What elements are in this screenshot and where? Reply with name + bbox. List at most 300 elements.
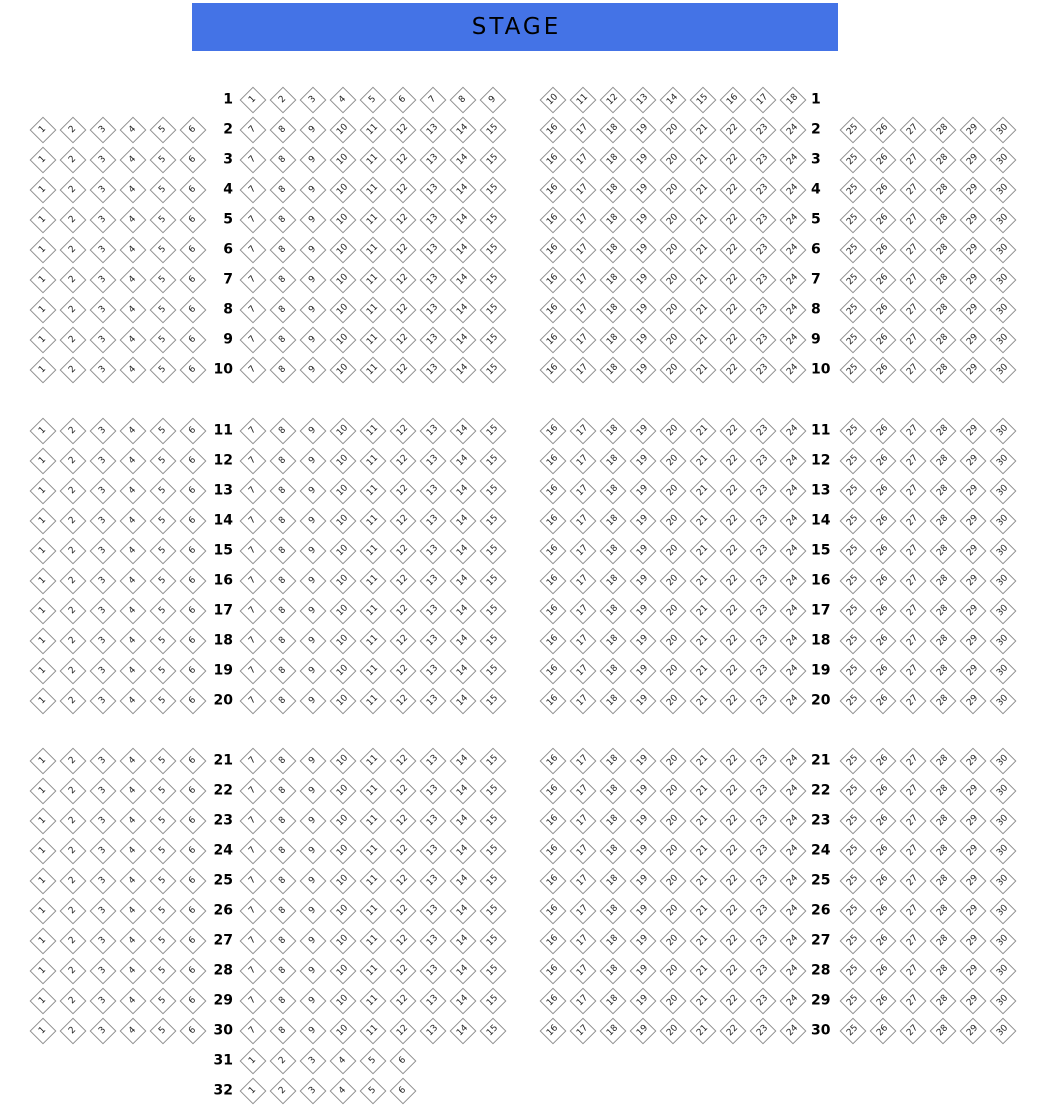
seat-r13-n14[interactable]: 14 (450, 478, 477, 505)
seat-r27-n22[interactable]: 22 (720, 928, 747, 955)
seat-r32-n3[interactable]: 3 (300, 1078, 327, 1105)
seat-r25-n10[interactable]: 10 (330, 868, 357, 895)
seat-r29-n26[interactable]: 26 (870, 988, 897, 1015)
seat-r20-n16[interactable]: 16 (540, 688, 567, 715)
seat-r15-n12[interactable]: 12 (390, 538, 417, 565)
seat-r8-n20[interactable]: 20 (660, 297, 687, 324)
seat-r5-n18[interactable]: 18 (600, 207, 627, 234)
seat-r28-n27[interactable]: 27 (900, 958, 927, 985)
seat-r12-n9[interactable]: 9 (300, 448, 327, 475)
seat-r8-n21[interactable]: 21 (690, 297, 717, 324)
seat-r22-n27[interactable]: 27 (900, 778, 927, 805)
seat-r23-n9[interactable]: 9 (300, 808, 327, 835)
seat-r2-n3[interactable]: 3 (90, 117, 117, 144)
seat-r6-n1[interactable]: 1 (30, 237, 57, 264)
seat-r31-n2[interactable]: 2 (270, 1048, 297, 1075)
seat-r1-n18[interactable]: 18 (780, 87, 807, 114)
seat-r27-n11[interactable]: 11 (360, 928, 387, 955)
seat-r8-n7[interactable]: 7 (240, 297, 267, 324)
seat-r1-n13[interactable]: 13 (630, 87, 657, 114)
seat-r28-n14[interactable]: 14 (450, 958, 477, 985)
seat-r28-n7[interactable]: 7 (240, 958, 267, 985)
seat-r3-n10[interactable]: 10 (330, 147, 357, 174)
seat-r20-n10[interactable]: 10 (330, 688, 357, 715)
seat-r15-n16[interactable]: 16 (540, 538, 567, 565)
seat-r26-n18[interactable]: 18 (600, 898, 627, 925)
seat-r14-n26[interactable]: 26 (870, 508, 897, 535)
seat-r2-n10[interactable]: 10 (330, 117, 357, 144)
seat-r16-n7[interactable]: 7 (240, 568, 267, 595)
seat-r2-n9[interactable]: 9 (300, 117, 327, 144)
seat-r18-n8[interactable]: 8 (270, 628, 297, 655)
seat-r23-n10[interactable]: 10 (330, 808, 357, 835)
seat-r7-n19[interactable]: 19 (630, 267, 657, 294)
seat-r25-n27[interactable]: 27 (900, 868, 927, 895)
seat-r25-n16[interactable]: 16 (540, 868, 567, 895)
seat-r18-n20[interactable]: 20 (660, 628, 687, 655)
seat-r2-n15[interactable]: 15 (480, 117, 507, 144)
seat-r15-n5[interactable]: 5 (150, 538, 177, 565)
seat-r13-n6[interactable]: 6 (180, 478, 207, 505)
seat-r8-n17[interactable]: 17 (570, 297, 597, 324)
seat-r7-n5[interactable]: 5 (150, 267, 177, 294)
seat-r24-n7[interactable]: 7 (240, 838, 267, 865)
seat-r14-n28[interactable]: 28 (930, 508, 957, 535)
seat-r21-n17[interactable]: 17 (570, 748, 597, 775)
seat-r10-n5[interactable]: 5 (150, 357, 177, 384)
seat-r25-n24[interactable]: 24 (780, 868, 807, 895)
seat-r29-n11[interactable]: 11 (360, 988, 387, 1015)
seat-r1-n2[interactable]: 2 (270, 87, 297, 114)
seat-r24-n29[interactable]: 29 (960, 838, 987, 865)
seat-r15-n20[interactable]: 20 (660, 538, 687, 565)
seat-r22-n3[interactable]: 3 (90, 778, 117, 805)
seat-r7-n21[interactable]: 21 (690, 267, 717, 294)
seat-r20-n21[interactable]: 21 (690, 688, 717, 715)
seat-r3-n24[interactable]: 24 (780, 147, 807, 174)
seat-r5-n27[interactable]: 27 (900, 207, 927, 234)
seat-r8-n1[interactable]: 1 (30, 297, 57, 324)
seat-r6-n19[interactable]: 19 (630, 237, 657, 264)
seat-r20-n23[interactable]: 23 (750, 688, 777, 715)
seat-r20-n29[interactable]: 29 (960, 688, 987, 715)
seat-r3-n14[interactable]: 14 (450, 147, 477, 174)
seat-r26-n25[interactable]: 25 (840, 898, 867, 925)
seat-r9-n29[interactable]: 29 (960, 327, 987, 354)
seat-r13-n15[interactable]: 15 (480, 478, 507, 505)
seat-r1-n8[interactable]: 8 (450, 87, 477, 114)
seat-r24-n20[interactable]: 20 (660, 838, 687, 865)
seat-r2-n2[interactable]: 2 (60, 117, 87, 144)
seat-r20-n11[interactable]: 11 (360, 688, 387, 715)
seat-r17-n13[interactable]: 13 (420, 598, 447, 625)
seat-r5-n16[interactable]: 16 (540, 207, 567, 234)
seat-r25-n9[interactable]: 9 (300, 868, 327, 895)
seat-r26-n29[interactable]: 29 (960, 898, 987, 925)
seat-r14-n3[interactable]: 3 (90, 508, 117, 535)
seat-r24-n26[interactable]: 26 (870, 838, 897, 865)
seat-r27-n15[interactable]: 15 (480, 928, 507, 955)
seat-r22-n22[interactable]: 22 (720, 778, 747, 805)
seat-r28-n13[interactable]: 13 (420, 958, 447, 985)
seat-r25-n4[interactable]: 4 (120, 868, 147, 895)
seat-r28-n25[interactable]: 25 (840, 958, 867, 985)
seat-r21-n13[interactable]: 13 (420, 748, 447, 775)
seat-r10-n19[interactable]: 19 (630, 357, 657, 384)
seat-r23-n2[interactable]: 2 (60, 808, 87, 835)
seat-r27-n8[interactable]: 8 (270, 928, 297, 955)
seat-r30-n9[interactable]: 9 (300, 1018, 327, 1045)
seat-r25-n18[interactable]: 18 (600, 868, 627, 895)
seat-r17-n29[interactable]: 29 (960, 598, 987, 625)
seat-r9-n22[interactable]: 22 (720, 327, 747, 354)
seat-r9-n11[interactable]: 11 (360, 327, 387, 354)
seat-r28-n28[interactable]: 28 (930, 958, 957, 985)
seat-r27-n27[interactable]: 27 (900, 928, 927, 955)
seat-r4-n8[interactable]: 8 (270, 177, 297, 204)
seat-r22-n29[interactable]: 29 (960, 778, 987, 805)
seat-r2-n5[interactable]: 5 (150, 117, 177, 144)
seat-r19-n4[interactable]: 4 (120, 658, 147, 685)
seat-r9-n16[interactable]: 16 (540, 327, 567, 354)
seat-r11-n1[interactable]: 1 (30, 418, 57, 445)
seat-r4-n26[interactable]: 26 (870, 177, 897, 204)
seat-r21-n21[interactable]: 21 (690, 748, 717, 775)
seat-r13-n19[interactable]: 19 (630, 478, 657, 505)
seat-r6-n6[interactable]: 6 (180, 237, 207, 264)
seat-r28-n24[interactable]: 24 (780, 958, 807, 985)
seat-r29-n9[interactable]: 9 (300, 988, 327, 1015)
seat-r28-n4[interactable]: 4 (120, 958, 147, 985)
seat-r8-n9[interactable]: 9 (300, 297, 327, 324)
seat-r18-n25[interactable]: 25 (840, 628, 867, 655)
seat-r30-n19[interactable]: 19 (630, 1018, 657, 1045)
seat-r5-n3[interactable]: 3 (90, 207, 117, 234)
seat-r18-n2[interactable]: 2 (60, 628, 87, 655)
seat-r12-n12[interactable]: 12 (390, 448, 417, 475)
seat-r7-n28[interactable]: 28 (930, 267, 957, 294)
seat-r24-n16[interactable]: 16 (540, 838, 567, 865)
seat-r7-n16[interactable]: 16 (540, 267, 567, 294)
seat-r29-n14[interactable]: 14 (450, 988, 477, 1015)
seat-r1-n12[interactable]: 12 (600, 87, 627, 114)
seat-r21-n22[interactable]: 22 (720, 748, 747, 775)
seat-r22-n2[interactable]: 2 (60, 778, 87, 805)
seat-r14-n15[interactable]: 15 (480, 508, 507, 535)
seat-r20-n18[interactable]: 18 (600, 688, 627, 715)
seat-r26-n22[interactable]: 22 (720, 898, 747, 925)
seat-r18-n17[interactable]: 17 (570, 628, 597, 655)
seat-r3-n5[interactable]: 5 (150, 147, 177, 174)
seat-r6-n22[interactable]: 22 (720, 237, 747, 264)
seat-r15-n21[interactable]: 21 (690, 538, 717, 565)
seat-r3-n21[interactable]: 21 (690, 147, 717, 174)
seat-r3-n6[interactable]: 6 (180, 147, 207, 174)
seat-r5-n22[interactable]: 22 (720, 207, 747, 234)
seat-r6-n30[interactable]: 30 (990, 237, 1017, 264)
seat-r16-n25[interactable]: 25 (840, 568, 867, 595)
seat-r30-n12[interactable]: 12 (390, 1018, 417, 1045)
seat-r21-n23[interactable]: 23 (750, 748, 777, 775)
seat-r8-n18[interactable]: 18 (600, 297, 627, 324)
seat-r4-n13[interactable]: 13 (420, 177, 447, 204)
seat-r3-n7[interactable]: 7 (240, 147, 267, 174)
seat-r24-n8[interactable]: 8 (270, 838, 297, 865)
seat-r27-n29[interactable]: 29 (960, 928, 987, 955)
seat-r7-n27[interactable]: 27 (900, 267, 927, 294)
seat-r20-n28[interactable]: 28 (930, 688, 957, 715)
seat-r23-n11[interactable]: 11 (360, 808, 387, 835)
seat-r26-n17[interactable]: 17 (570, 898, 597, 925)
seat-r11-n17[interactable]: 17 (570, 418, 597, 445)
seat-r28-n30[interactable]: 30 (990, 958, 1017, 985)
seat-r1-n4[interactable]: 4 (330, 87, 357, 114)
seat-r21-n25[interactable]: 25 (840, 748, 867, 775)
seat-r30-n21[interactable]: 21 (690, 1018, 717, 1045)
seat-r20-n30[interactable]: 30 (990, 688, 1017, 715)
seat-r15-n1[interactable]: 1 (30, 538, 57, 565)
seat-r19-n16[interactable]: 16 (540, 658, 567, 685)
seat-r30-n29[interactable]: 29 (960, 1018, 987, 1045)
seat-r19-n29[interactable]: 29 (960, 658, 987, 685)
seat-r18-n15[interactable]: 15 (480, 628, 507, 655)
seat-r5-n5[interactable]: 5 (150, 207, 177, 234)
seat-r4-n23[interactable]: 23 (750, 177, 777, 204)
seat-r24-n13[interactable]: 13 (420, 838, 447, 865)
seat-r20-n13[interactable]: 13 (420, 688, 447, 715)
seat-r27-n19[interactable]: 19 (630, 928, 657, 955)
seat-r8-n13[interactable]: 13 (420, 297, 447, 324)
seat-r15-n9[interactable]: 9 (300, 538, 327, 565)
seat-r3-n8[interactable]: 8 (270, 147, 297, 174)
seat-r25-n11[interactable]: 11 (360, 868, 387, 895)
seat-r18-n3[interactable]: 3 (90, 628, 117, 655)
seat-r10-n30[interactable]: 30 (990, 357, 1017, 384)
seat-r18-n9[interactable]: 9 (300, 628, 327, 655)
seat-r17-n28[interactable]: 28 (930, 598, 957, 625)
seat-r19-n26[interactable]: 26 (870, 658, 897, 685)
seat-r24-n3[interactable]: 3 (90, 838, 117, 865)
seat-r10-n7[interactable]: 7 (240, 357, 267, 384)
seat-r4-n15[interactable]: 15 (480, 177, 507, 204)
seat-r9-n13[interactable]: 13 (420, 327, 447, 354)
seat-r29-n18[interactable]: 18 (600, 988, 627, 1015)
seat-r27-n4[interactable]: 4 (120, 928, 147, 955)
seat-r13-n29[interactable]: 29 (960, 478, 987, 505)
seat-r26-n26[interactable]: 26 (870, 898, 897, 925)
seat-r10-n3[interactable]: 3 (90, 357, 117, 384)
seat-r21-n9[interactable]: 9 (300, 748, 327, 775)
seat-r17-n2[interactable]: 2 (60, 598, 87, 625)
seat-r6-n17[interactable]: 17 (570, 237, 597, 264)
seat-r14-n18[interactable]: 18 (600, 508, 627, 535)
seat-r12-n3[interactable]: 3 (90, 448, 117, 475)
seat-r26-n7[interactable]: 7 (240, 898, 267, 925)
seat-r21-n27[interactable]: 27 (900, 748, 927, 775)
seat-r1-n7[interactable]: 7 (420, 87, 447, 114)
seat-r20-n7[interactable]: 7 (240, 688, 267, 715)
seat-r20-n24[interactable]: 24 (780, 688, 807, 715)
seat-r13-n20[interactable]: 20 (660, 478, 687, 505)
seat-r11-n28[interactable]: 28 (930, 418, 957, 445)
seat-r14-n10[interactable]: 10 (330, 508, 357, 535)
seat-r17-n9[interactable]: 9 (300, 598, 327, 625)
seat-r20-n20[interactable]: 20 (660, 688, 687, 715)
seat-r13-n30[interactable]: 30 (990, 478, 1017, 505)
seat-r11-n20[interactable]: 20 (660, 418, 687, 445)
seat-r25-n20[interactable]: 20 (660, 868, 687, 895)
seat-r5-n30[interactable]: 30 (990, 207, 1017, 234)
seat-r25-n12[interactable]: 12 (390, 868, 417, 895)
seat-r21-n18[interactable]: 18 (600, 748, 627, 775)
seat-r18-n29[interactable]: 29 (960, 628, 987, 655)
seat-r2-n20[interactable]: 20 (660, 117, 687, 144)
seat-r3-n17[interactable]: 17 (570, 147, 597, 174)
seat-r13-n10[interactable]: 10 (330, 478, 357, 505)
seat-r25-n17[interactable]: 17 (570, 868, 597, 895)
seat-r30-n23[interactable]: 23 (750, 1018, 777, 1045)
seat-r16-n1[interactable]: 1 (30, 568, 57, 595)
seat-r26-n14[interactable]: 14 (450, 898, 477, 925)
seat-r25-n2[interactable]: 2 (60, 868, 87, 895)
seat-r31-n3[interactable]: 3 (300, 1048, 327, 1075)
seat-r14-n16[interactable]: 16 (540, 508, 567, 535)
seat-r2-n6[interactable]: 6 (180, 117, 207, 144)
seat-r27-n14[interactable]: 14 (450, 928, 477, 955)
seat-r17-n18[interactable]: 18 (600, 598, 627, 625)
seat-r16-n10[interactable]: 10 (330, 568, 357, 595)
seat-r18-n22[interactable]: 22 (720, 628, 747, 655)
seat-r21-n4[interactable]: 4 (120, 748, 147, 775)
seat-r14-n17[interactable]: 17 (570, 508, 597, 535)
seat-r25-n30[interactable]: 30 (990, 868, 1017, 895)
seat-r2-n23[interactable]: 23 (750, 117, 777, 144)
seat-r9-n24[interactable]: 24 (780, 327, 807, 354)
seat-r17-n25[interactable]: 25 (840, 598, 867, 625)
seat-r8-n2[interactable]: 2 (60, 297, 87, 324)
seat-r11-n3[interactable]: 3 (90, 418, 117, 445)
seat-r8-n27[interactable]: 27 (900, 297, 927, 324)
seat-r29-n2[interactable]: 2 (60, 988, 87, 1015)
seat-r3-n9[interactable]: 9 (300, 147, 327, 174)
seat-r15-n17[interactable]: 17 (570, 538, 597, 565)
seat-r2-n27[interactable]: 27 (900, 117, 927, 144)
seat-r13-n22[interactable]: 22 (720, 478, 747, 505)
seat-r24-n15[interactable]: 15 (480, 838, 507, 865)
seat-r6-n20[interactable]: 20 (660, 237, 687, 264)
seat-r14-n8[interactable]: 8 (270, 508, 297, 535)
seat-r22-n8[interactable]: 8 (270, 778, 297, 805)
seat-r28-n9[interactable]: 9 (300, 958, 327, 985)
seat-r14-n12[interactable]: 12 (390, 508, 417, 535)
seat-r2-n30[interactable]: 30 (990, 117, 1017, 144)
seat-r13-n25[interactable]: 25 (840, 478, 867, 505)
seat-r14-n2[interactable]: 2 (60, 508, 87, 535)
seat-r19-n1[interactable]: 1 (30, 658, 57, 685)
seat-r26-n1[interactable]: 1 (30, 898, 57, 925)
seat-r12-n19[interactable]: 19 (630, 448, 657, 475)
seat-r16-n3[interactable]: 3 (90, 568, 117, 595)
seat-r2-n21[interactable]: 21 (690, 117, 717, 144)
seat-r6-n21[interactable]: 21 (690, 237, 717, 264)
seat-r6-n12[interactable]: 12 (390, 237, 417, 264)
seat-r7-n23[interactable]: 23 (750, 267, 777, 294)
seat-r15-n27[interactable]: 27 (900, 538, 927, 565)
seat-r10-n29[interactable]: 29 (960, 357, 987, 384)
seat-r27-n2[interactable]: 2 (60, 928, 87, 955)
seat-r14-n23[interactable]: 23 (750, 508, 777, 535)
seat-r11-n9[interactable]: 9 (300, 418, 327, 445)
seat-r10-n22[interactable]: 22 (720, 357, 747, 384)
seat-r9-n19[interactable]: 19 (630, 327, 657, 354)
seat-r21-n5[interactable]: 5 (150, 748, 177, 775)
seat-r24-n30[interactable]: 30 (990, 838, 1017, 865)
seat-r10-n24[interactable]: 24 (780, 357, 807, 384)
seat-r29-n16[interactable]: 16 (540, 988, 567, 1015)
seat-r7-n3[interactable]: 3 (90, 267, 117, 294)
seat-r22-n15[interactable]: 15 (480, 778, 507, 805)
seat-r22-n23[interactable]: 23 (750, 778, 777, 805)
seat-r19-n11[interactable]: 11 (360, 658, 387, 685)
seat-r30-n3[interactable]: 3 (90, 1018, 117, 1045)
seat-r20-n8[interactable]: 8 (270, 688, 297, 715)
seat-r4-n25[interactable]: 25 (840, 177, 867, 204)
seat-r7-n6[interactable]: 6 (180, 267, 207, 294)
seat-r11-n19[interactable]: 19 (630, 418, 657, 445)
seat-r12-n17[interactable]: 17 (570, 448, 597, 475)
seat-r20-n15[interactable]: 15 (480, 688, 507, 715)
seat-r19-n8[interactable]: 8 (270, 658, 297, 685)
seat-r2-n7[interactable]: 7 (240, 117, 267, 144)
seat-r10-n27[interactable]: 27 (900, 357, 927, 384)
seat-r17-n27[interactable]: 27 (900, 598, 927, 625)
seat-r23-n26[interactable]: 26 (870, 808, 897, 835)
seat-r2-n8[interactable]: 8 (270, 117, 297, 144)
seat-r16-n23[interactable]: 23 (750, 568, 777, 595)
seat-r26-n5[interactable]: 5 (150, 898, 177, 925)
seat-r30-n8[interactable]: 8 (270, 1018, 297, 1045)
seat-r1-n10[interactable]: 10 (540, 87, 567, 114)
seat-r7-n20[interactable]: 20 (660, 267, 687, 294)
seat-r2-n13[interactable]: 13 (420, 117, 447, 144)
seat-r7-n12[interactable]: 12 (390, 267, 417, 294)
seat-r8-n19[interactable]: 19 (630, 297, 657, 324)
seat-r28-n20[interactable]: 20 (660, 958, 687, 985)
seat-r11-n25[interactable]: 25 (840, 418, 867, 445)
seat-r25-n14[interactable]: 14 (450, 868, 477, 895)
seat-r4-n30[interactable]: 30 (990, 177, 1017, 204)
seat-r9-n7[interactable]: 7 (240, 327, 267, 354)
seat-r25-n21[interactable]: 21 (690, 868, 717, 895)
seat-r19-n12[interactable]: 12 (390, 658, 417, 685)
seat-r26-n28[interactable]: 28 (930, 898, 957, 925)
seat-r7-n7[interactable]: 7 (240, 267, 267, 294)
seat-r23-n21[interactable]: 21 (690, 808, 717, 835)
seat-r16-n11[interactable]: 11 (360, 568, 387, 595)
seat-r18-n7[interactable]: 7 (240, 628, 267, 655)
seat-r18-n4[interactable]: 4 (120, 628, 147, 655)
seat-r8-n6[interactable]: 6 (180, 297, 207, 324)
seat-r4-n7[interactable]: 7 (240, 177, 267, 204)
seat-r16-n16[interactable]: 16 (540, 568, 567, 595)
seat-r21-n26[interactable]: 26 (870, 748, 897, 775)
seat-r28-n16[interactable]: 16 (540, 958, 567, 985)
seat-r27-n1[interactable]: 1 (30, 928, 57, 955)
seat-r30-n27[interactable]: 27 (900, 1018, 927, 1045)
seat-r10-n16[interactable]: 16 (540, 357, 567, 384)
seat-r5-n28[interactable]: 28 (930, 207, 957, 234)
seat-r4-n3[interactable]: 3 (90, 177, 117, 204)
